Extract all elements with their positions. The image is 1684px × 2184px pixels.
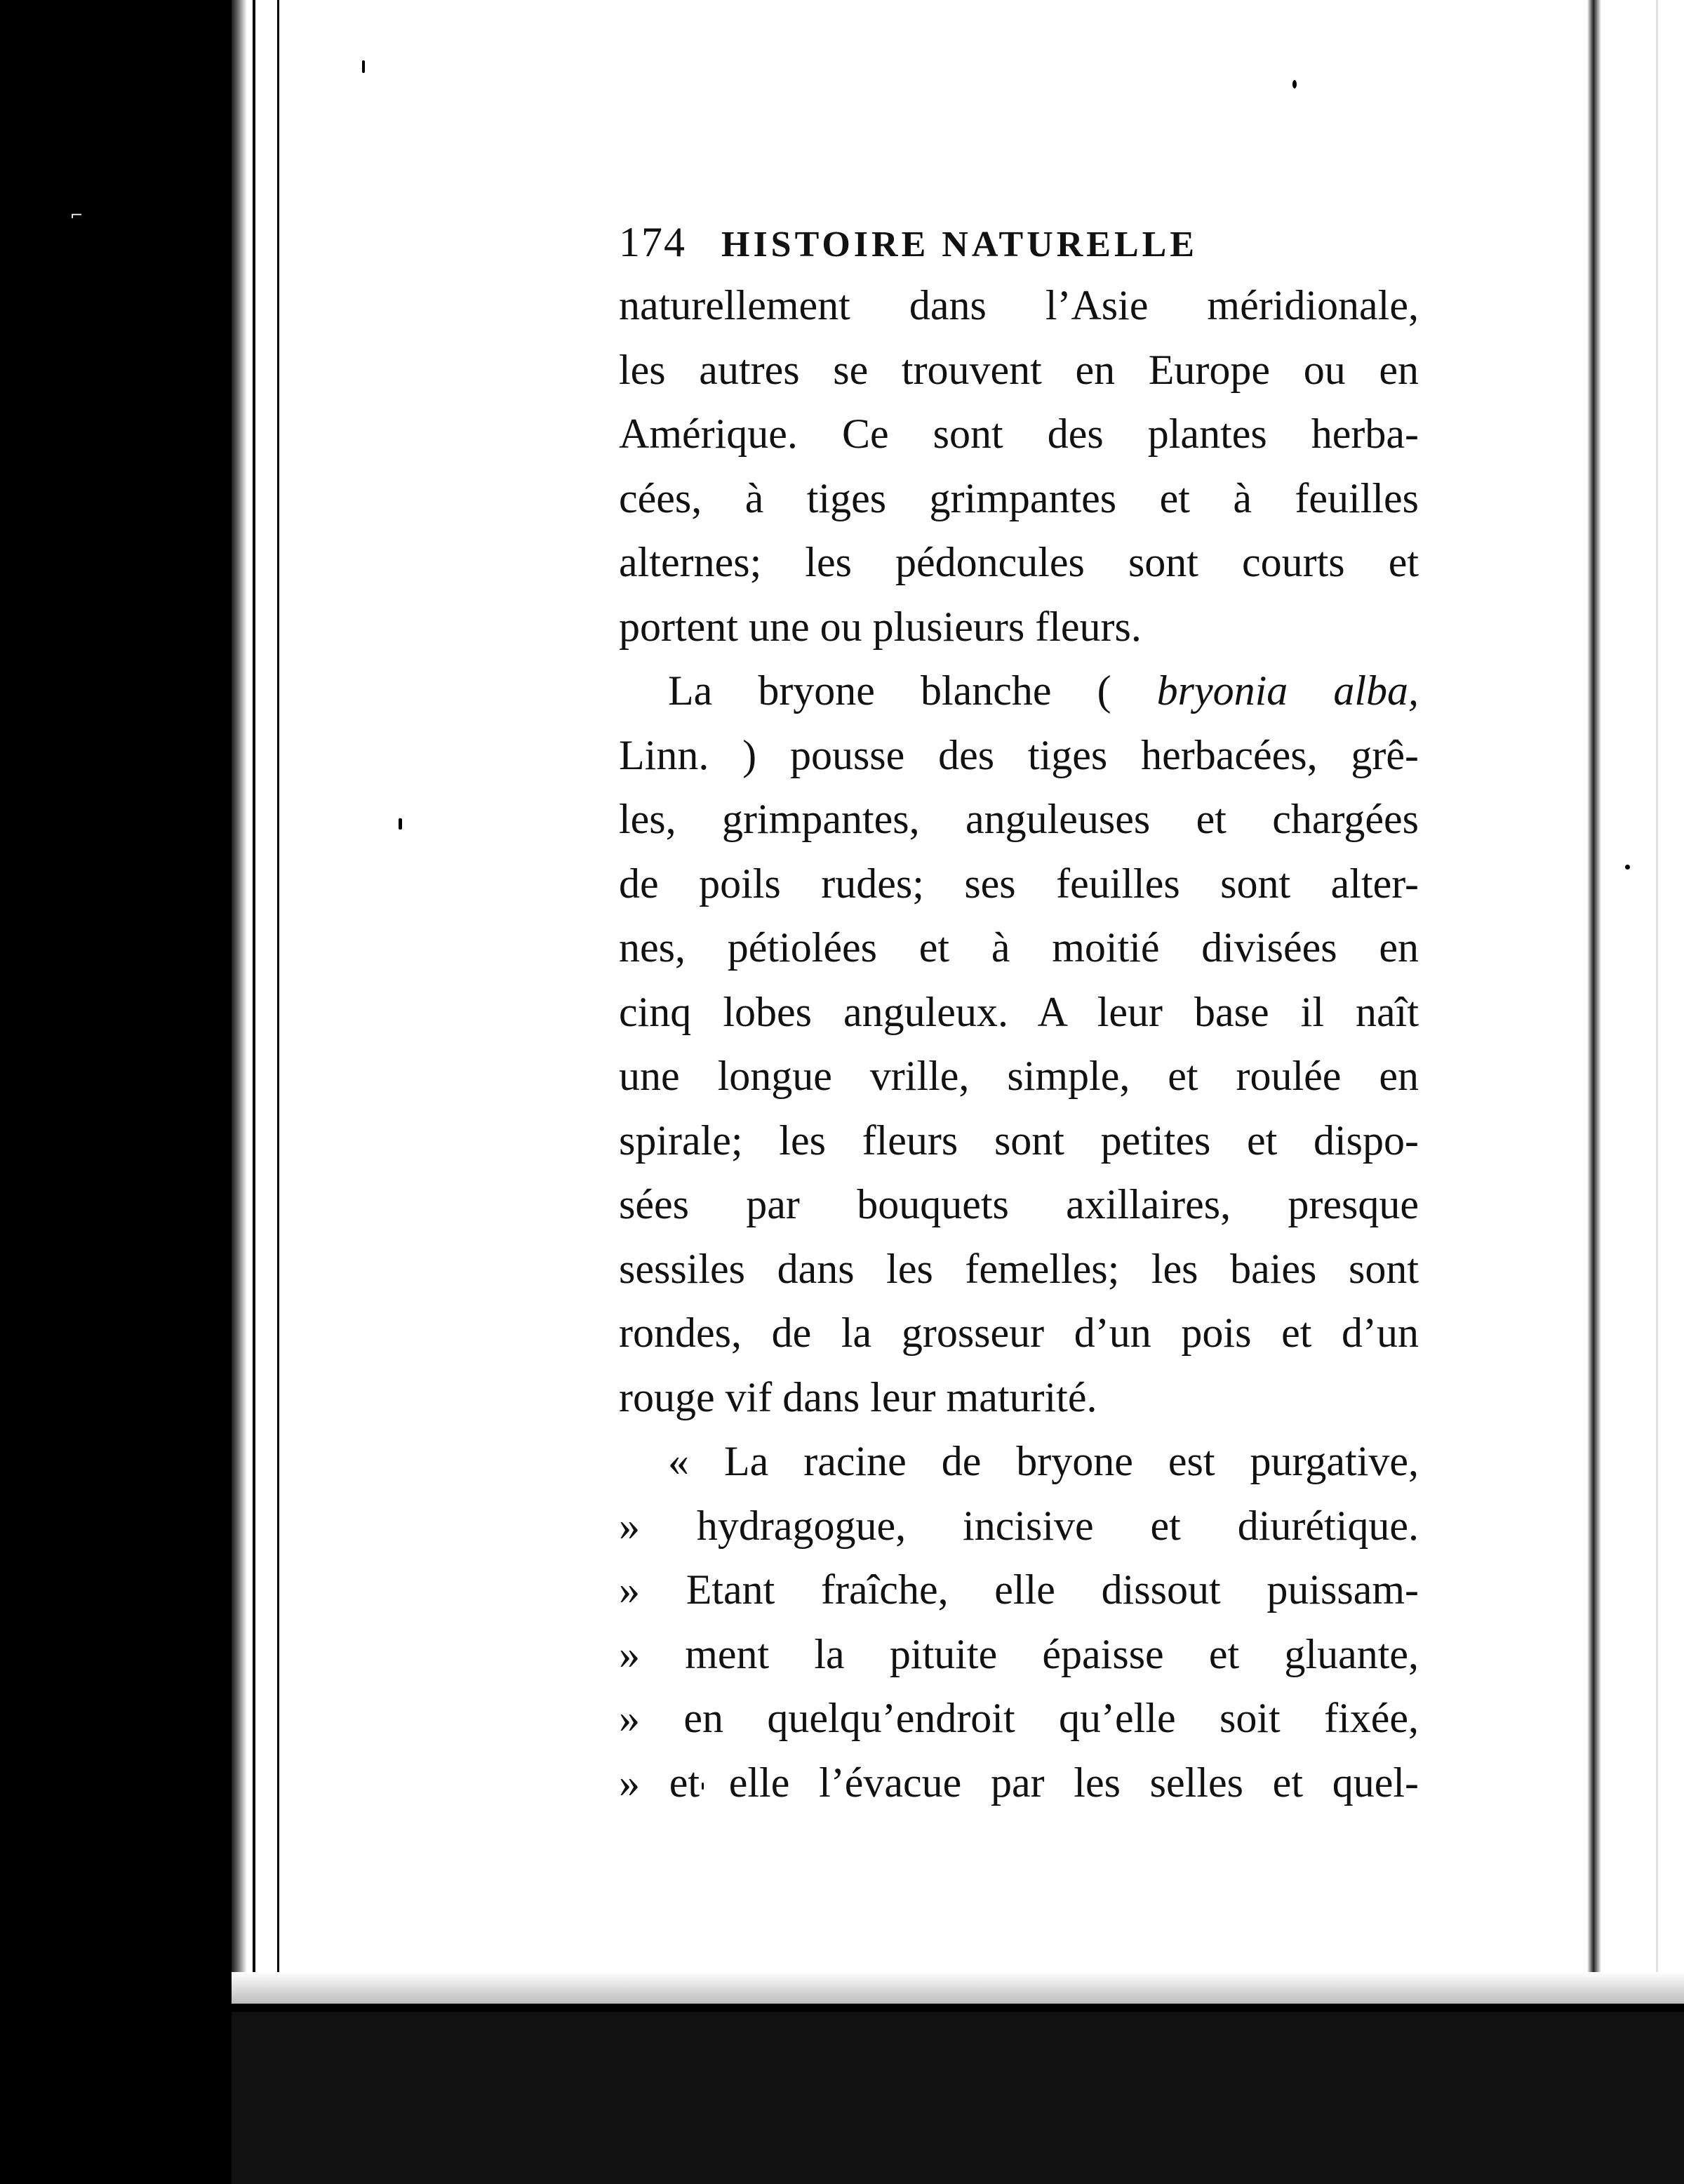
text-line: alternes; les pédoncules sont courts et: [619, 539, 1419, 585]
text-line: sées par bouquets axillaires, presque: [619, 1181, 1419, 1227]
gutter-mark: ⌐: [70, 207, 83, 225]
text-line: « La racine de bryone est purgative,: [668, 1438, 1419, 1484]
binding-gutter: [0, 0, 232, 2184]
text-line: de poils rudes; ses feuilles sont alter-: [619, 860, 1419, 907]
text-line: » Etant fraîche, elle dissout puissam-: [619, 1566, 1419, 1613]
paragraph: [619, 274, 1419, 659]
facing-page-strip: [1601, 0, 1684, 2014]
running-title: HISTOIRE NATURELLE: [721, 225, 1198, 265]
paragraph: [619, 659, 1419, 1430]
background-below-page: [232, 2012, 1684, 2184]
text-line: » hydragogue, incisive et diurétique.: [619, 1502, 1419, 1549]
running-head: [619, 211, 1419, 274]
scan-speck: [1625, 865, 1630, 870]
text-line: cées, à tiges grimpantes et à feuilles: [619, 474, 1419, 521]
text-line: spirale; les fleurs sont petites et dispo-: [619, 1117, 1419, 1164]
text-line: nes, pétiolées et à moitié divisées en: [619, 924, 1419, 971]
text-line: cinq lobes anguleux. A leur base il naît: [619, 988, 1419, 1035]
text-line: naturellement dans l’Asie méridionale,: [619, 282, 1419, 328]
page-edge-left: [232, 0, 247, 2184]
page-text: [619, 211, 1419, 1815]
text-line: Linn. ) pousse des tiges herbacées, grê-: [619, 731, 1419, 778]
text-line: » ment la pituite épaisse et gluante,: [619, 1630, 1419, 1677]
text-line: les autres se trouvent en Europe ou en: [619, 346, 1419, 393]
text-line: rouge vif dans leur maturité.: [619, 1373, 1097, 1420]
text-line: » et elle l’évacue par les selles et quel-: [619, 1759, 1419, 1806]
text-line: sessiles dans les femelles; les baies sont: [619, 1245, 1419, 1292]
text-line: les, grimpantes, anguleuses et chargées: [619, 796, 1419, 842]
text-run: La bryone blanche (: [668, 667, 1111, 714]
page-bottom-edge: [232, 2004, 1684, 2012]
text-line: portent une ou plusieurs fleurs.: [619, 603, 1142, 650]
text-line: » en quelqu’endroit qu’elle soit fixée,: [619, 1695, 1419, 1741]
paragraph: [619, 1430, 1419, 1815]
text-line: Amérique. Ce sont des plantes herba-: [619, 411, 1419, 457]
scan-speck: [399, 818, 402, 830]
facing-page-line: [1656, 0, 1658, 2014]
latin-name: bryonia alba,: [1156, 667, 1419, 714]
page-bottom-shade: [232, 1972, 1684, 2004]
page-edge-right: [1587, 0, 1601, 2014]
scan-speck: [362, 60, 365, 73]
text-line: [619, 659, 1419, 724]
binding-line: [277, 0, 279, 2184]
text-line: une longue vrille, simple, et roulée en: [619, 1053, 1419, 1099]
page-number: 174: [619, 219, 686, 265]
text-line: rondes, de la grosseur d’un pois et d’un: [619, 1310, 1419, 1356]
binding-line: [253, 0, 255, 2184]
scan-speck: [1292, 80, 1297, 88]
